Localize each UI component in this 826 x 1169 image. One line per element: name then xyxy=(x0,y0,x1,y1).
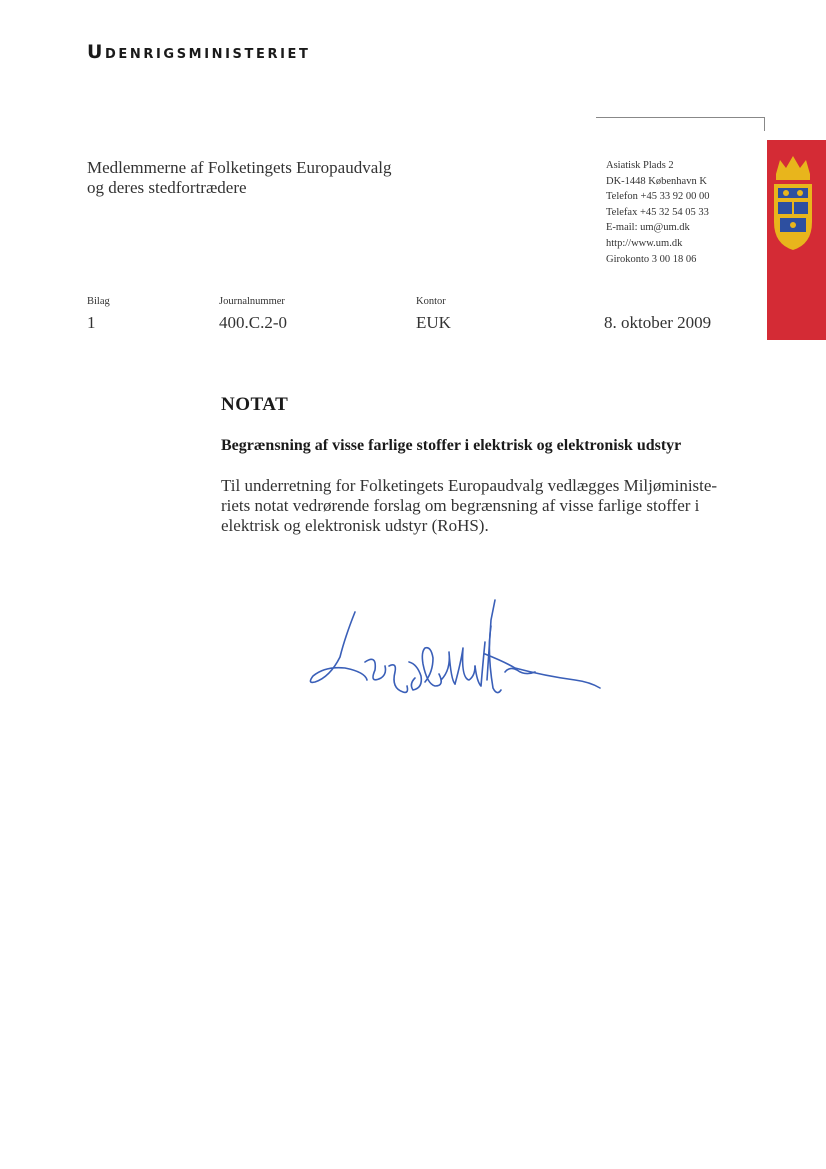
address-city: DK-1448 København K xyxy=(606,175,707,187)
address-phone: Telefon +45 33 92 00 00 xyxy=(606,191,710,203)
recipient-block xyxy=(87,158,392,198)
coat-of-arms-icon xyxy=(772,152,814,252)
body-line-2: riets notat vedrørende forslag om begrænsning af visse farlige stoffer i xyxy=(221,496,700,515)
document-type: NOTAT xyxy=(221,394,289,415)
body-line-1: Til underretning for Folketingets Europaudvalg vedlægges Miljøministe- xyxy=(221,476,718,495)
document-subject: Begrænsning af visse farlige stoffer i elektrisk og elektronisk udstyr xyxy=(221,437,682,454)
address-fax: Telefax +45 32 54 05 33 xyxy=(606,206,709,218)
address-website: http://www.um.dk xyxy=(606,237,683,249)
kontor-label: Kontor xyxy=(416,296,446,307)
recipient-line-1: Medlemmerne af Folketingets Europaudvalg xyxy=(87,158,392,177)
address-giro: Girokonto 3 00 18 06 xyxy=(606,253,697,265)
address-block xyxy=(606,158,709,267)
letterhead-rule xyxy=(596,117,764,118)
journal-label: Journalnummer xyxy=(219,296,285,307)
kontor-value: EUK xyxy=(416,313,451,332)
document-body xyxy=(221,476,761,536)
letterhead-rule-corner xyxy=(764,117,765,131)
bilag-label: Bilag xyxy=(87,296,110,307)
handwritten-signature xyxy=(305,592,610,712)
recipient-line-2: og deres stedfortrædere xyxy=(87,178,247,197)
journal-value: 400.C.2-0 xyxy=(219,313,287,332)
bilag-value: 1 xyxy=(87,313,96,332)
document-date: 8. oktober 2009 xyxy=(604,313,712,332)
ministry-letterhead: Udenrigsministeriet xyxy=(87,41,311,63)
address-street: Asiatisk Plads 2 xyxy=(606,160,674,171)
address-email: E-mail: um@um.dk xyxy=(606,222,690,234)
body-line-3: elektrisk og elektronisk udstyr (RoHS). xyxy=(221,516,489,535)
